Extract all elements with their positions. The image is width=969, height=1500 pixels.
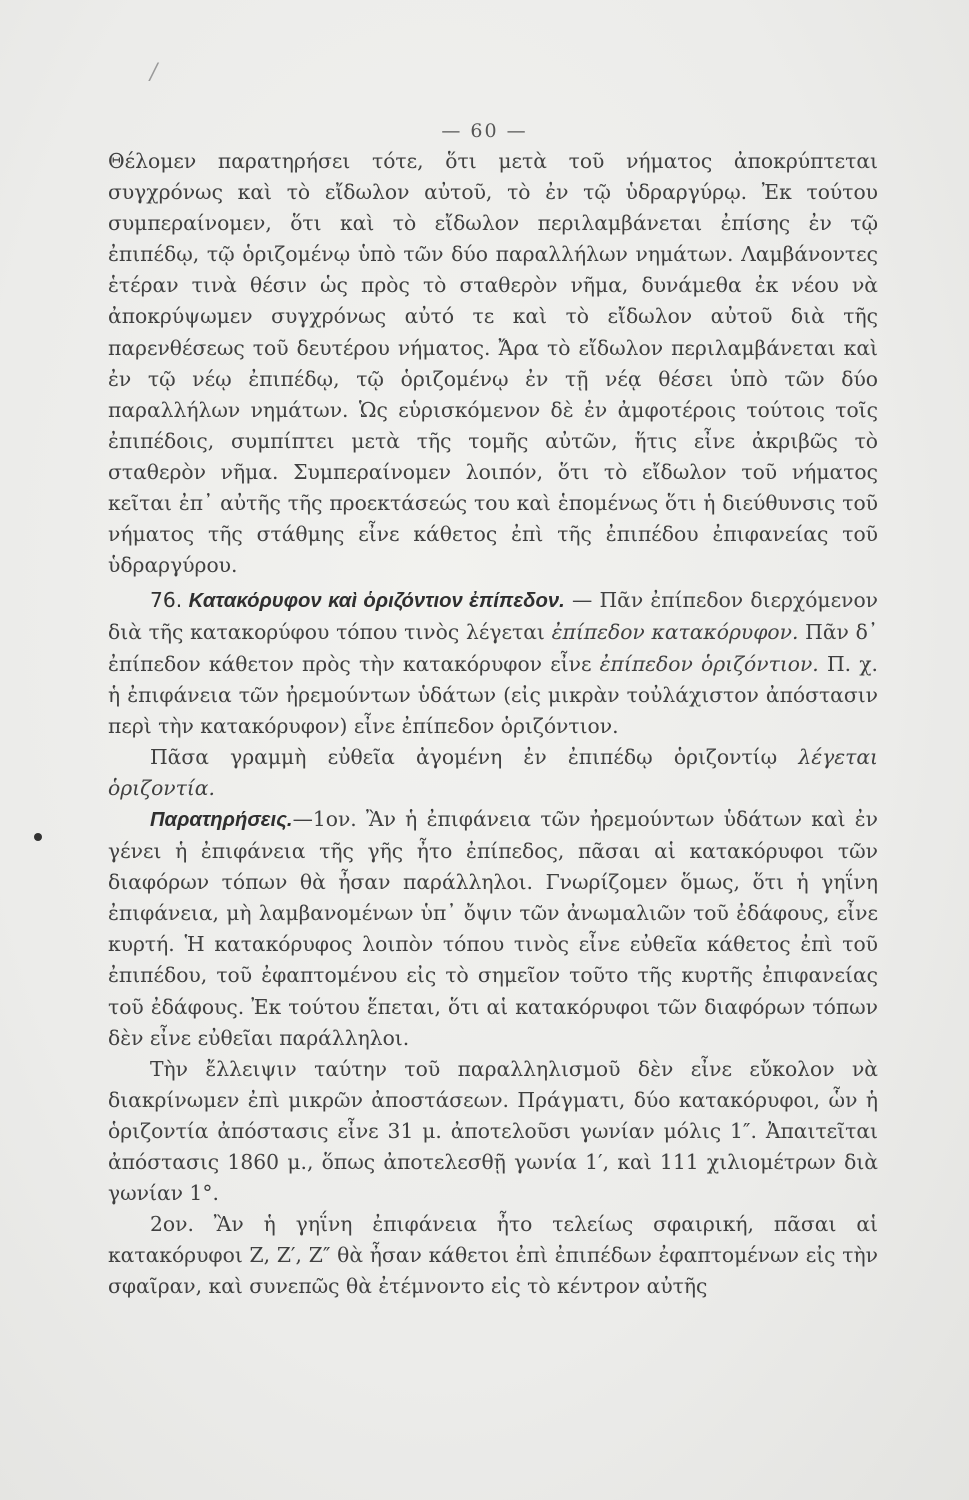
remark-1-continued: Τὴν ἔλλειψιν ταύτην τοῦ παραλληλισμοῦ δὲν εἶνε εὔκολον νὰ διακρίνωμεν ἐπὶ μικρῶν ἀποστάσεων. Πράγματι, δύο κατακόρυφοι, ὧν ἡ ὁριζοντία ἀπόστασις εἶνε 31 μ. ἀποτελοῦσι γωνίαν μόλις 1″. Ἀπαιτεῖται ἀπόστασις 1860 μ., ὅπως ἀποτελεσθῇ γωνία 1′, καὶ 111 χιλιομέτρων διὰ γωνίαν 1°. xyxy=(108,1056,878,1206)
remark-2: 2ον. Ἂν ἡ γηΐνη ἐπιφάνεια ἦτο τελείως σφαιρική, πᾶσαι αἱ κατακόρυφοι Ζ, Ζ′, Ζ″ θὰ ἦσαν κάθετοι ἐπὶ ἐπιπέδων ἐφαπτομένων εἰς τὴν σφαῖραν, καὶ συνεπῶς θὰ ἐτέμνοντο εἰς τὸ κέντρον αὐτῆς xyxy=(108,1212,878,1299)
section-76 xyxy=(108,585,878,741)
remark-1 xyxy=(108,804,878,1054)
page-number: — 60 — xyxy=(441,120,528,142)
remark-1-body: Ἂν ἡ ἐπιφάνεια τῶν ἠρεμούντων ὑδάτων καὶ ἐν γένει ἡ ἐπιφάνεια τῆς γῆς ἦτο ἐπίπεδος, πᾶσαι αἱ κατακόρυφοι τῶν διαφόρων τόπων θὰ ἦσαν παράλληλοι. Γνωρίζομεν ὅμως, ὅτι ἡ γηΐνη ἐπιφάνεια, μὴ λαμβανομένων ὑπ᾽ ὄψιν τῶν ἀνωμαλιῶν τοῦ ἐδάφους, εἶνε κυρτή. Ἡ κατακόρυφος λοιπὸν τόπου τινὸς εἶνε εὐθεῖα κάθετος ἐπὶ τοῦ ἐπιπέδου, τοῦ ἐφαπτομένου εἰς τὸ σημεῖον τοῦτο τῆς κυρτῆς ἐπιφανείας τοῦ ἐδάφους. Ἐκ τούτου ἕπεται, ὅτι αἱ κατακόρυφοι τῶν διαφόρων τόπων δὲν εἶνε εὐθεῖαι παράλληλοι. xyxy=(108,806,878,1050)
section-76-number: 76. xyxy=(150,588,183,613)
term-horizontal-plane: ἐπίπεδον ὁριζόντιον. xyxy=(599,651,819,676)
section-76-body-1: — Πᾶν ἐπίπεδον διερχόμενον διὰ τῆς κατακορύφου τόπου τινὸς λέγεται xyxy=(108,588,878,645)
remarks-heading: Παρατηρήσεις. xyxy=(150,808,293,831)
paragraph-mirror-experiment: Θέλομεν παρατηρήσει τότε, ὅτι μετὰ τοῦ νήματος ἀποκρύπτεται συγχρόνως καὶ τὸ εἴδωλον αὐτοῦ, τὸ ἐν τῷ ὑδραργύρῳ. Ἐκ τούτου συμπεραίνομεν, ὅτι καὶ τὸ εἴδωλον περιλαμβάνεται ἐπίσης ἐν τῷ ἐπιπέδῳ, τῷ ὁριζομένῳ ὑπὸ τῶν δύο παραλλήλων νημάτων. Λαμβάνοντες ἑτέραν τινὰ θέσιν ὡς πρὸς τὸ σταθερὸν νῆμα, δυνάμεθα ἐκ νέου νὰ ἀποκρύψωμεν συγχρόνως αὐτό τε καὶ τὸ εἴδωλον αὐτοῦ διὰ τῆς παρενθέσεως τοῦ δευτέρου νήματος. Ἄρα τὸ εἴδωλον περιλαμβάνεται καὶ ἐν τῷ νέῳ ἐπιπέδῳ, τῷ ὁριζομένῳ ἐν τῇ νέᾳ θέσει ὑπὸ τῶν δύο παραλλήλων νημάτων. Ὡς εὑρισκόμενον δὲ ἐν ἀμφοτέροις τούτοις τοῖς ἐπιπέδοις, συμπίπτει μετὰ τῆς τομῆς αὐτῶν, ἥτις εἶνε ἀκριβῶς τὸ σταθερὸν νῆμα. Συμπεραίνομεν λοιπόν, ὅτι τὸ εἴδωλον τοῦ νήματος κεῖται ἐπ᾽ αὐτῆς τῆς προεκτάσεώς του καὶ ἑπομένως ὅτι ἡ διεύθυνσις τοῦ νήματος τῆς στάθμης εἶνε κάθετος ἐπὶ τῆς ἐπιπέδου ἐπιφανείας τοῦ ὑδραργύρου. xyxy=(108,149,878,578)
term-horizontal-line: λέγεται ὁριζοντία. xyxy=(108,744,878,800)
horizontal-line-text: Πᾶσα γραμμὴ εὐθεῖα ἀγομένη ἐν ἐπιπέδῳ ὁριζοντίῳ xyxy=(150,744,799,769)
section-76-body-3: Π. χ. ἡ ἐπιφάνεια τῶν ἠρεμούντων ὑδάτων (εἰς μικρὰν τοὐλάχιστον ἀπόστασιν περὶ τὴν κατακόρυφον) εἶνε ἐπίπεδον ὁριζόντιον. xyxy=(108,651,878,738)
page-text xyxy=(108,146,878,1302)
ink-dot xyxy=(34,833,42,841)
section-76-body-2: Πᾶν δ᾽ ἐπίπεδον κάθετον πρὸς τὴν κατακόρυφον εἶνε xyxy=(108,620,878,676)
term-vertical-plane: ἐπίπεδον κατακόρυφον. xyxy=(551,620,799,645)
section-76-title: Κατακόρυφον καὶ ὁριζόντιον ἐπίπεδον. xyxy=(188,590,565,613)
stray-pencil-mark: / xyxy=(150,60,158,85)
remark-1-label: —1ον. xyxy=(292,806,357,831)
horizontal-line-definition xyxy=(108,742,878,804)
section-76-heading xyxy=(150,590,565,612)
